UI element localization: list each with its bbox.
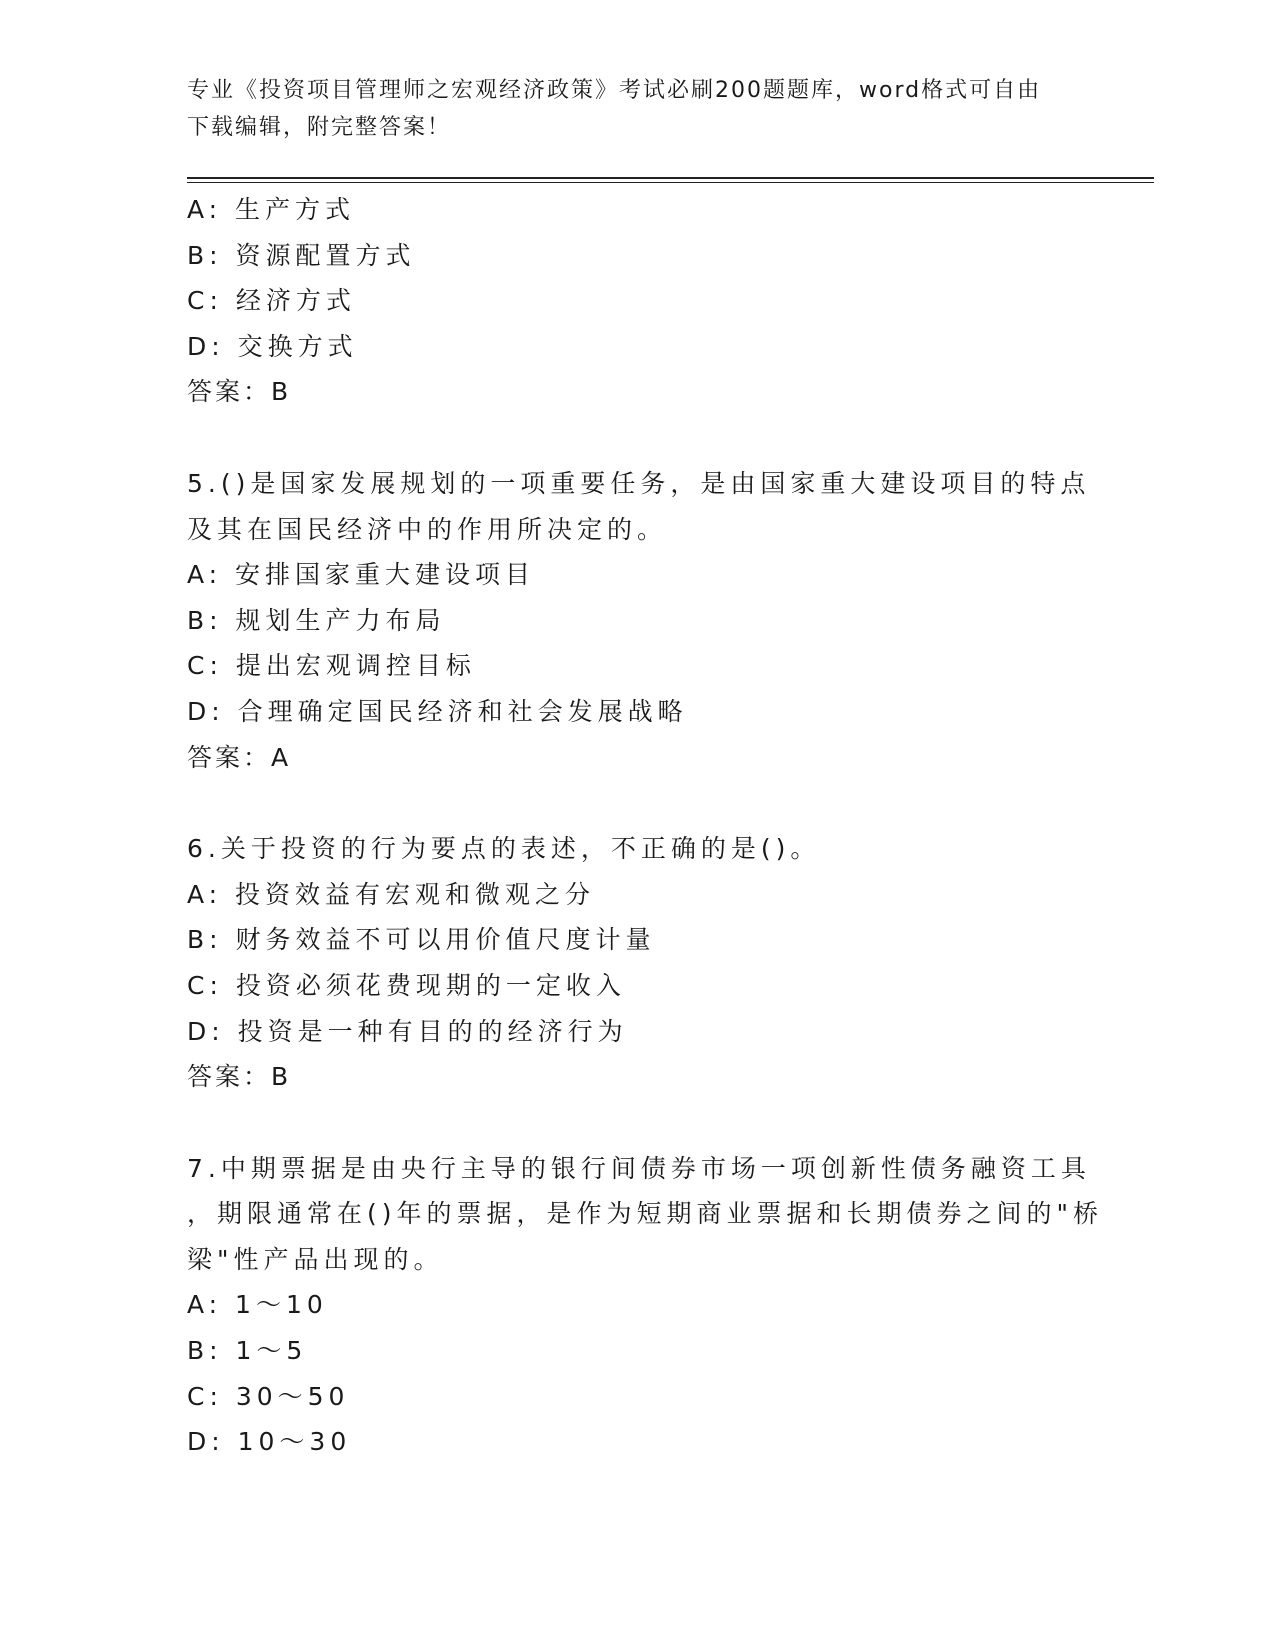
option-a: A: 投资效益有宏观和微观之分 — [187, 879, 596, 909]
question-stem-line: 7.中期票据是由央行主导的银行间债券市场一项创新性债务融资工具 — [187, 1153, 1091, 1183]
answer: 答案：B — [187, 377, 292, 407]
question-stem-line: 6.关于投资的行为要点的表述，不正确的是()。 — [187, 834, 821, 864]
option-a: A: 生产方式 — [187, 195, 356, 224]
header-line-2: 下载编辑，附完整答案！ — [187, 115, 452, 140]
question-6 — [187, 826, 1087, 1100]
answer: 答案：A — [187, 742, 292, 772]
option-b: B: 1～5 — [187, 1336, 308, 1366]
option-a: A: 安排国家重大建设项目 — [187, 560, 536, 590]
option-c: C: 30～50 — [187, 1381, 350, 1411]
option-b: B: 财务效益不可以用价值尺度计量 — [187, 925, 656, 955]
option-c: C: 提出宏观调控目标 — [187, 651, 476, 681]
question-list — [187, 187, 1104, 1465]
option-d: D: 交换方式 — [187, 331, 358, 361]
question-5 — [187, 461, 1091, 780]
header-divider-thick — [187, 177, 1154, 179]
question-7 — [187, 1146, 1104, 1465]
option-b: B: 规划生产力布局 — [187, 605, 446, 635]
header-line-1: 专业《投资项目管理师之宏观经济政策》考试必刷200题题库，word格式可自由 — [187, 78, 1042, 103]
page-header — [187, 72, 1067, 146]
question-4 — [187, 187, 1087, 415]
option-a: A: 1～10 — [187, 1290, 328, 1320]
option-d: D: 合理确定国民经济和社会发展战略 — [187, 696, 688, 726]
question-stem-line: 梁"性产品出现的。 — [187, 1244, 444, 1274]
option-d: D: 投资是一种有目的的经济行为 — [187, 1016, 628, 1046]
option-c: C: 投资必须花费现期的一定收入 — [187, 970, 626, 1000]
option-c: C: 经济方式 — [187, 286, 356, 316]
header-divider-thin — [187, 182, 1154, 183]
question-stem-line: 及其在国民经济中的作用所决定的。 — [187, 514, 668, 544]
option-d: D: 10～30 — [187, 1427, 352, 1457]
question-stem-line: 5.()是国家发展规划的一项重要任务，是由国家重大建设项目的特点 — [187, 468, 1091, 498]
answer: 答案：B — [187, 1062, 292, 1092]
question-stem-line: ，期限通常在()年的票据，是作为短期商业票据和长期债券之间的"桥 — [187, 1199, 1104, 1229]
option-b: B: 资源配置方式 — [187, 240, 416, 270]
